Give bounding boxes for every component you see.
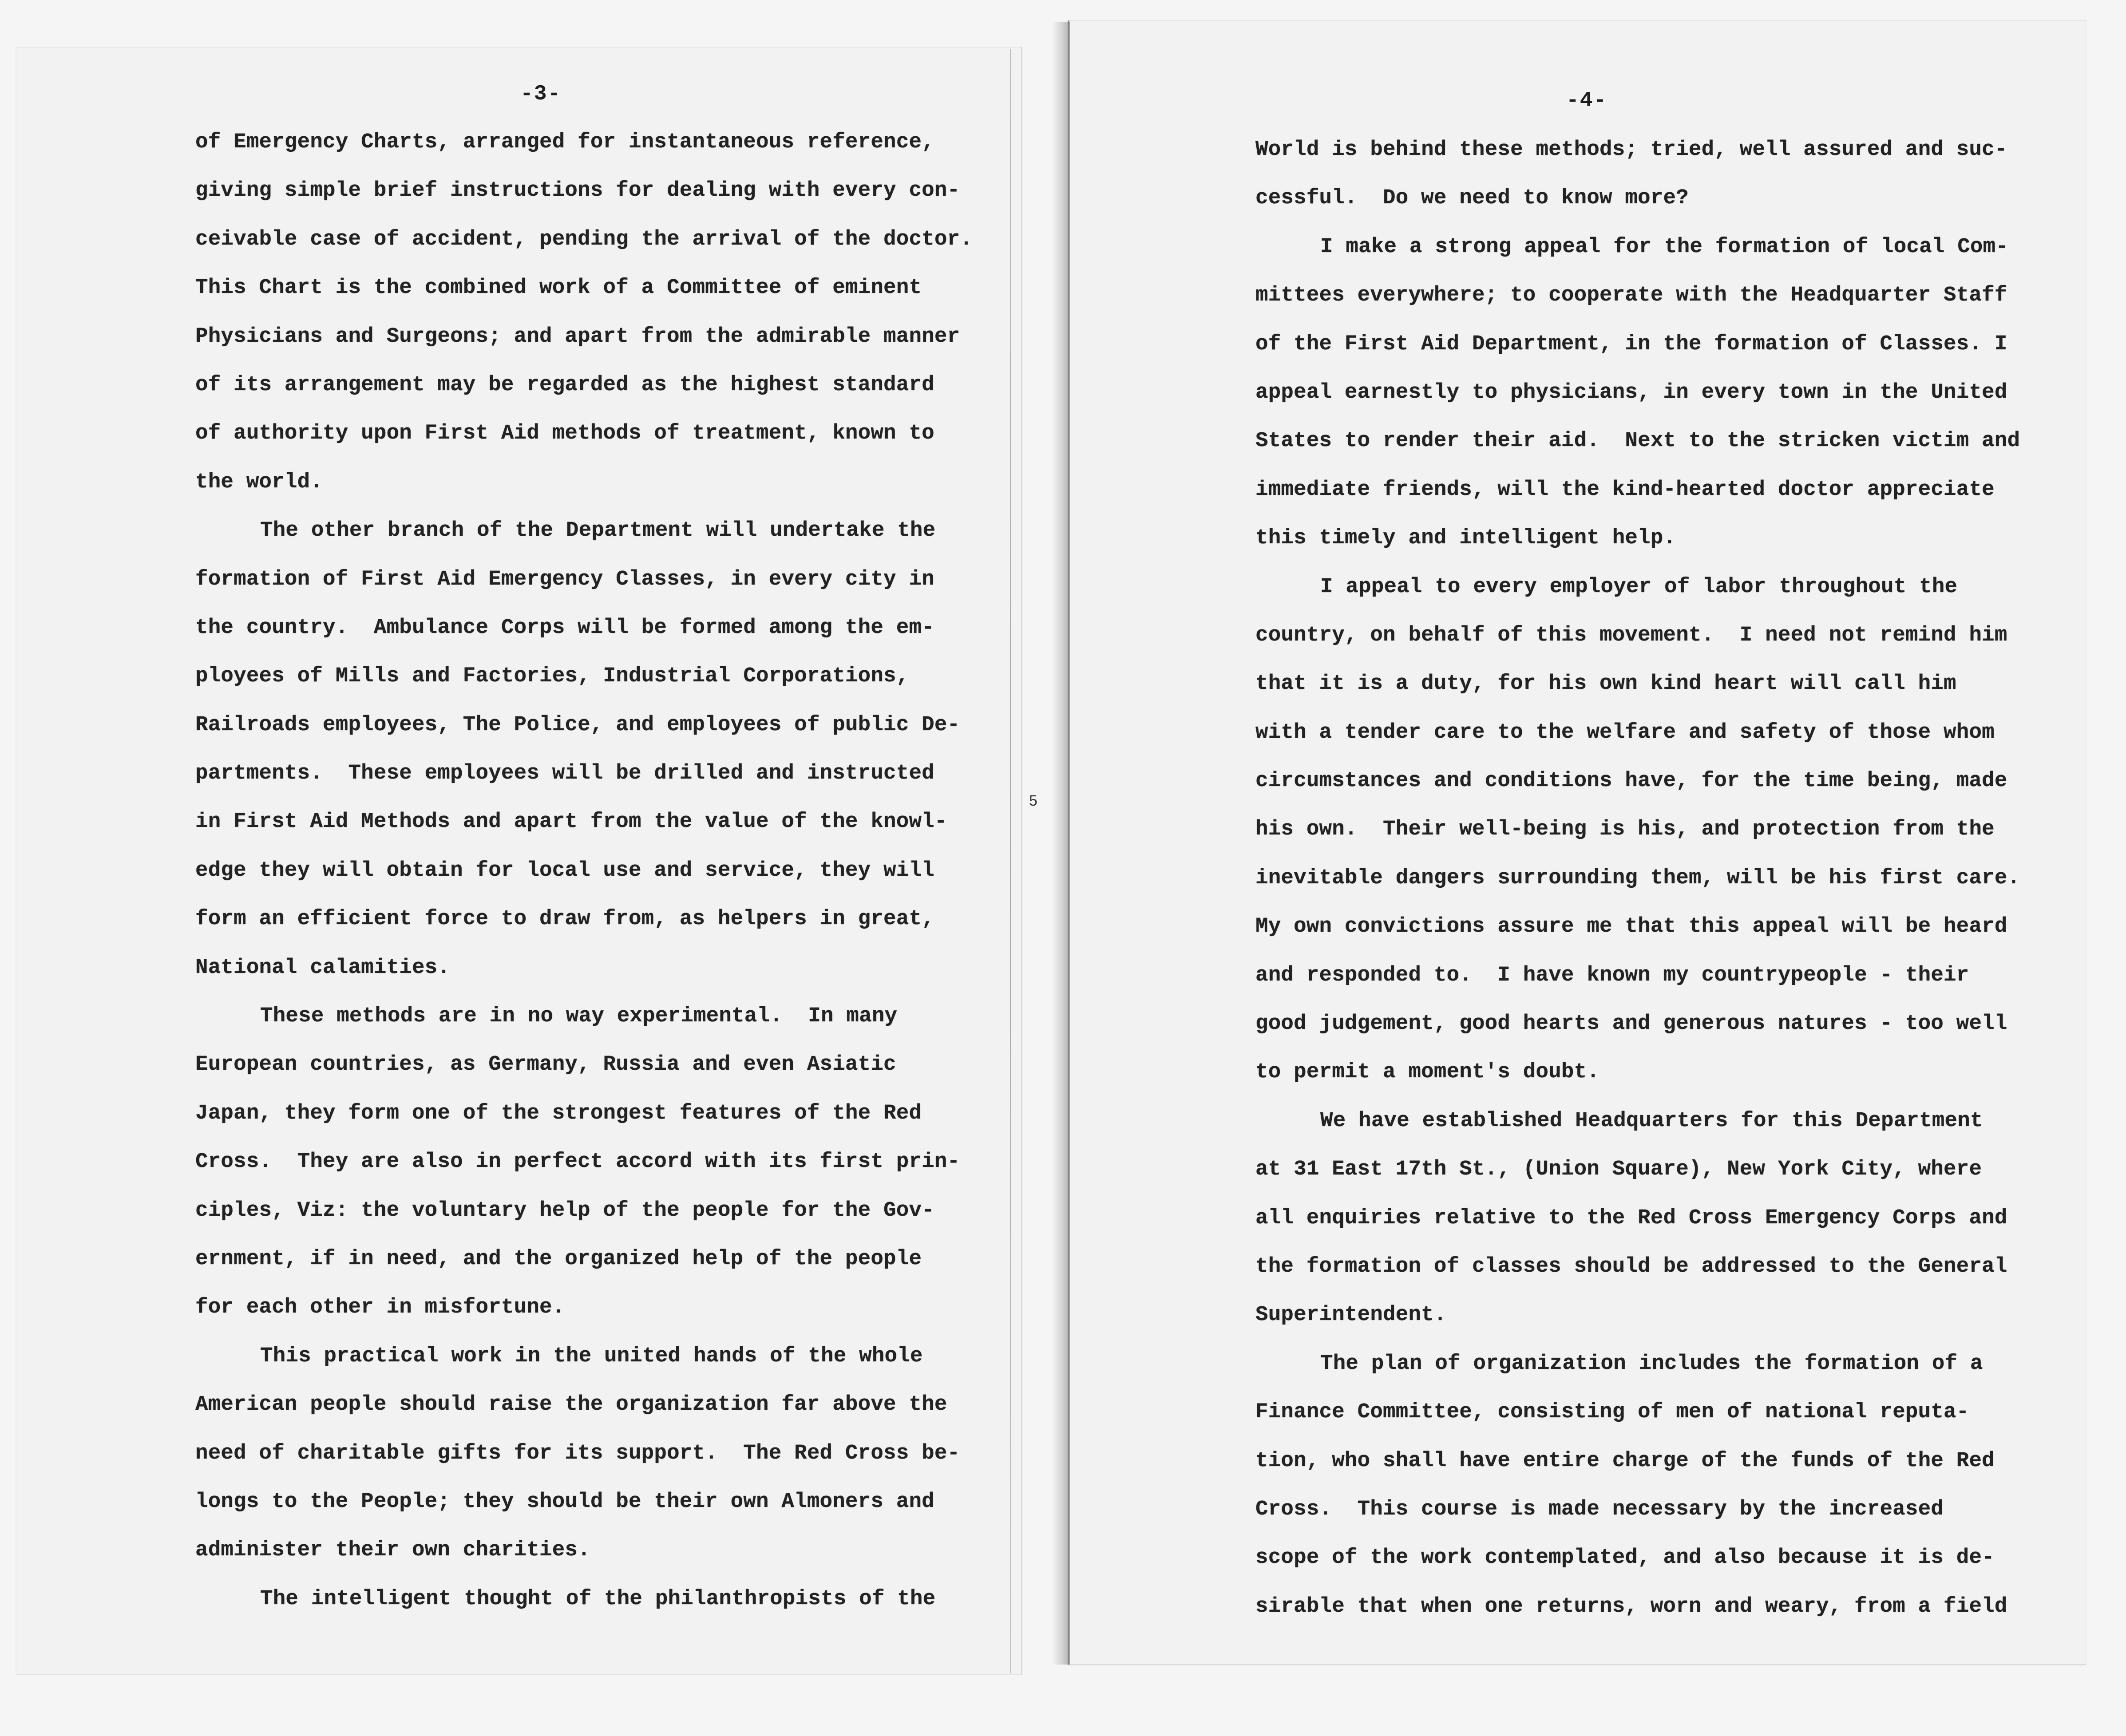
text-line: Cross. They are also in perfect accord with its first prin- — [195, 1150, 960, 1174]
text-line: country, on behalf of this movement. I need not remind him — [1255, 623, 2007, 647]
text-line: European countries, as Germany, Russia and even Asiatic — [195, 1052, 896, 1077]
text-line: for each other in misfortune. — [195, 1295, 565, 1320]
text-line: World is behind these methods; tried, well assured and suc- — [1255, 138, 2007, 162]
text-line: Physicians and Surgeons; and apart from the admirable manner — [195, 324, 960, 348]
text-line: ciples, Viz: the voluntary help of the people for the Gov- — [195, 1198, 934, 1222]
text-line: We have established Headquarters for this Department — [1320, 1108, 1983, 1133]
text-line: The other branch of the Department will undertake the — [260, 518, 936, 543]
text-line: I appeal to every employer of labor throughout the — [1320, 574, 1958, 599]
text-line: My own convictions assure me that this appeal will be heard — [1255, 914, 2007, 939]
text-line: this timely and intelligent help. — [1255, 526, 1676, 550]
text-line: that it is a duty, for his own kind heart will call him — [1255, 672, 1956, 696]
text-line: in First Aid Methods and apart from the value of the knowl- — [195, 810, 947, 834]
text-line: formation of First Aid Emergency Classes, in every city in — [195, 567, 934, 591]
text-line: administer their own charities. — [195, 1538, 590, 1562]
text-line: Finance Committee, consisting of men of national reputa- — [1255, 1400, 1969, 1424]
text-line: need of charitable gifts for its support. The Red Cross be- — [195, 1441, 960, 1465]
text-line: all enquiries relative to the Red Cross Emergency Corps and — [1255, 1206, 2007, 1230]
text-line: of authority upon First Aid methods of treatment, known to — [195, 421, 934, 446]
text-line: cessful. Do we need to know more? — [1255, 186, 1689, 210]
text-line: The plan of organization includes the formation of a — [1320, 1351, 1983, 1376]
text-line: This Chart is the combined work of a Committee of eminent — [195, 276, 922, 300]
margin-mark: 5 — [1029, 792, 1037, 809]
text-line: appeal earnestly to physicians, in every town in the United — [1255, 380, 2007, 404]
page-fold-line — [1010, 49, 1011, 1673]
text-line: I make a strong appeal for the formation of local Com- — [1320, 234, 2009, 259]
text-line: immediate friends, will the kind-hearted doctor appreciate — [1255, 477, 1995, 502]
text-line: Superintendent. — [1255, 1303, 1447, 1327]
text-line: edge they will obtain for local use and service, they will — [195, 858, 934, 882]
text-line: mittees everywhere; to cooperate with the Headquarter Staff — [1255, 283, 2007, 308]
gutter-shadow — [1052, 22, 1070, 1665]
text-line: This practical work in the united hands of the whole — [260, 1344, 923, 1368]
text-line: ernment, if in need, and the organized help of the people — [195, 1246, 922, 1271]
text-line: good judgement, good hearts and generous natures - too well — [1255, 1012, 2007, 1036]
text-line: of the First Aid Department, in the formation of Classes. I — [1255, 332, 2007, 356]
text-line: Japan, they form one of the strongest features of the Red — [195, 1101, 922, 1125]
left-page-body — [195, 118, 973, 1623]
text-line: States to render their aid. Next to the stricken victim and — [1255, 429, 2020, 453]
text-line: American people should raise the organization far above the — [195, 1392, 947, 1417]
text-line: National calamities. — [195, 955, 451, 980]
text-line: ployees of Mills and Factories, Industrial Corporations, — [195, 664, 909, 688]
text-line: tion, who shall have entire charge of the funds of the Red — [1255, 1448, 1995, 1473]
text-line: at 31 East 17th St., (Union Square), New York City, where — [1255, 1157, 1982, 1182]
text-line: form an efficient force to draw from, as helpers in great, — [195, 907, 934, 931]
text-line: his own. Their well-being is his, and protection from the — [1255, 817, 1995, 842]
text-line: ceivable case of accident, pending the arrival of the doctor. — [195, 227, 973, 251]
text-line: inevitable dangers surrounding them, will be his first care. — [1255, 866, 2020, 890]
text-line: giving simple brief instructions for dealing with every con- — [195, 178, 960, 203]
text-line: of Emergency Charts, arranged for instantaneous reference, — [195, 130, 934, 154]
text-line: Cross. This course is made necessary by the increased — [1255, 1497, 1944, 1521]
text-line: the country. Ambulance Corps will be formed among the em- — [195, 615, 934, 640]
text-line: The intelligent thought of the philanthropists of the — [260, 1586, 936, 1611]
text-line: the world. — [195, 470, 323, 494]
text-line: circumstances and conditions have, for the time being, made — [1255, 769, 2007, 793]
text-line: partments. These employees will be drilled and instructed — [195, 761, 934, 786]
text-line: the formation of classes should be addressed to the General — [1255, 1254, 2007, 1278]
right-page-body — [1255, 126, 2020, 1631]
text-line: longs to the People; they should be their own Almoners and — [195, 1489, 934, 1514]
text-line: of its arrangement may be regarded as the highest standard — [195, 372, 934, 397]
text-line: and responded to. I have known my countrypeople - their — [1255, 963, 1969, 987]
text-line: with a tender care to the welfare and safety of those whom — [1255, 720, 1995, 744]
text-line: Railroads employees, The Police, and employees of public De- — [195, 712, 960, 737]
page-number-left: -3- — [520, 82, 562, 106]
page-number-right: -4- — [1566, 89, 1607, 113]
text-line: to permit a moment's doubt. — [1255, 1060, 1600, 1084]
text-line: scope of the work contemplated, and also because it is de- — [1255, 1546, 1995, 1570]
text-line: sirable that when one returns, worn and weary, from a field — [1255, 1594, 2007, 1618]
text-line: These methods are in no way experimental. In many — [260, 1004, 898, 1028]
